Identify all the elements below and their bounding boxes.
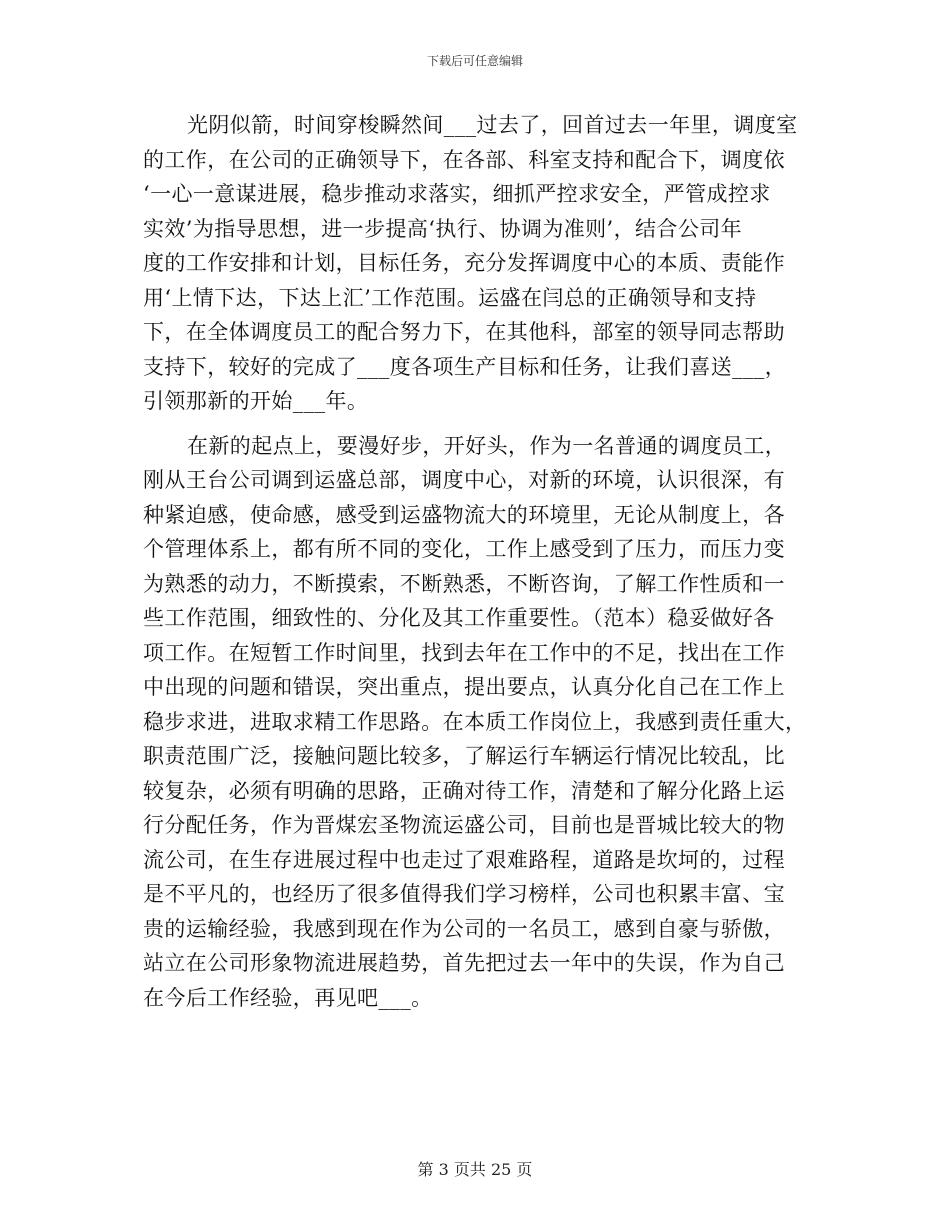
paragraph-line: 较复杂，必须有明确的思路，正确对待工作，清楚和了解分化路上运 (143, 778, 785, 803)
paragraph-line: 下，在全体调度员工的配合努力下，在其他科，部室的领导同志帮助 (143, 320, 785, 344)
paragraph-line: 在新的起点上，要漫好步，开好头，作为一名普通的调度员工， (187, 433, 787, 458)
paragraph-line: 流公司，在生存进展过程中也走过了艰难路程，道路是坎坷的，过程 (143, 847, 785, 872)
document-body (143, 108, 807, 1015)
paragraph-line: 是不平凡的，也经历了很多值得我们学习榜样，公司也积累丰富、宝 (143, 882, 785, 906)
page-footer: 第 3 页共 25 页 (417, 1160, 533, 1179)
paragraph-line: 在今后工作经验，再见吧___。 (143, 985, 433, 1010)
paragraph-line: 实效’为指导思想，进一步提高‘执行、协调为准则’，结合公司年 (143, 216, 743, 241)
paragraph-line: 行分配任务，作为晋煤宏圣物流运盛公司，目前也是晋城比较大的物 (143, 813, 785, 837)
paragraph-line: ‘一心一意谋进展，稳步推动求落实，细抓严控求安全，严管成控求 (143, 182, 771, 206)
page-header: 下载后可任意编辑 (426, 54, 523, 68)
paragraph-line: 用‘上情下达，下达上汇’工作范围。运盛在闫总的正确领导和支持 (143, 285, 757, 310)
paragraph-line: 个管理体系上，都有所不同的变化，工作上感受到了压力，而压力变 (143, 537, 785, 561)
paragraph-line: 为熟悉的动力，不断摸索，不断熟悉，不断咨询，了解工作性质和一 (143, 571, 785, 596)
paragraph-2 (143, 429, 807, 1016)
paragraph-line: 职责范围广泛，接触问题比较多，了解运行车辆运行情况比较乱，比 (143, 744, 785, 768)
paragraph-line: 的工作，在公司的正确领导下，在各部、科室支持和配合下，调度依 (143, 147, 785, 172)
paragraph-1 (143, 108, 803, 419)
paragraph-line: 刚从王台公司调到运盛总部，调度中心，对新的环境，认识很深，有 (143, 468, 785, 492)
paragraph-line: 种紧迫感，使命感，感受到运盛物流大的环境里，无论从制度上，各 (143, 502, 785, 527)
paragraph-line: 些工作范围，细致性的、分化及其工作重要性。（范本）稳妥做好各 (143, 606, 775, 630)
paragraph-line: 支持下，较好的完成了___度各项生产目标和任务，让我们喜送___， (143, 354, 787, 379)
paragraph-line: 站立在公司形象物流进展趋势，首先把过去一年中的失误，作为自己 (143, 951, 785, 975)
paragraph-line: 贵的运输经验，我感到现在作为公司的一名员工，感到自豪与骄傲， (143, 916, 785, 941)
paragraph-line: 稳步求进，进取求精工作思路。在本质工作岗位上，我感到责任重大， (143, 709, 807, 734)
paragraph-line: 项工作。在短暂工作时间里，找到去年在工作中的不足，找出在工作 (143, 640, 785, 665)
paragraph-line: 中出现的问题和错误，突出重点，提出要点，认真分化自己在工作上 (143, 675, 785, 699)
paragraph-line: 光阴似箭，时间穿梭瞬然间___过去了，回首过去一年里，调度室 (187, 113, 798, 137)
paragraph-line: 引领那新的开始___年。 (143, 389, 369, 413)
paragraph-line: 度的工作安排和计划，目标任务，充分发挥调度中心的本质、责能作 (143, 251, 785, 275)
paragraph-spacer (143, 419, 803, 429)
